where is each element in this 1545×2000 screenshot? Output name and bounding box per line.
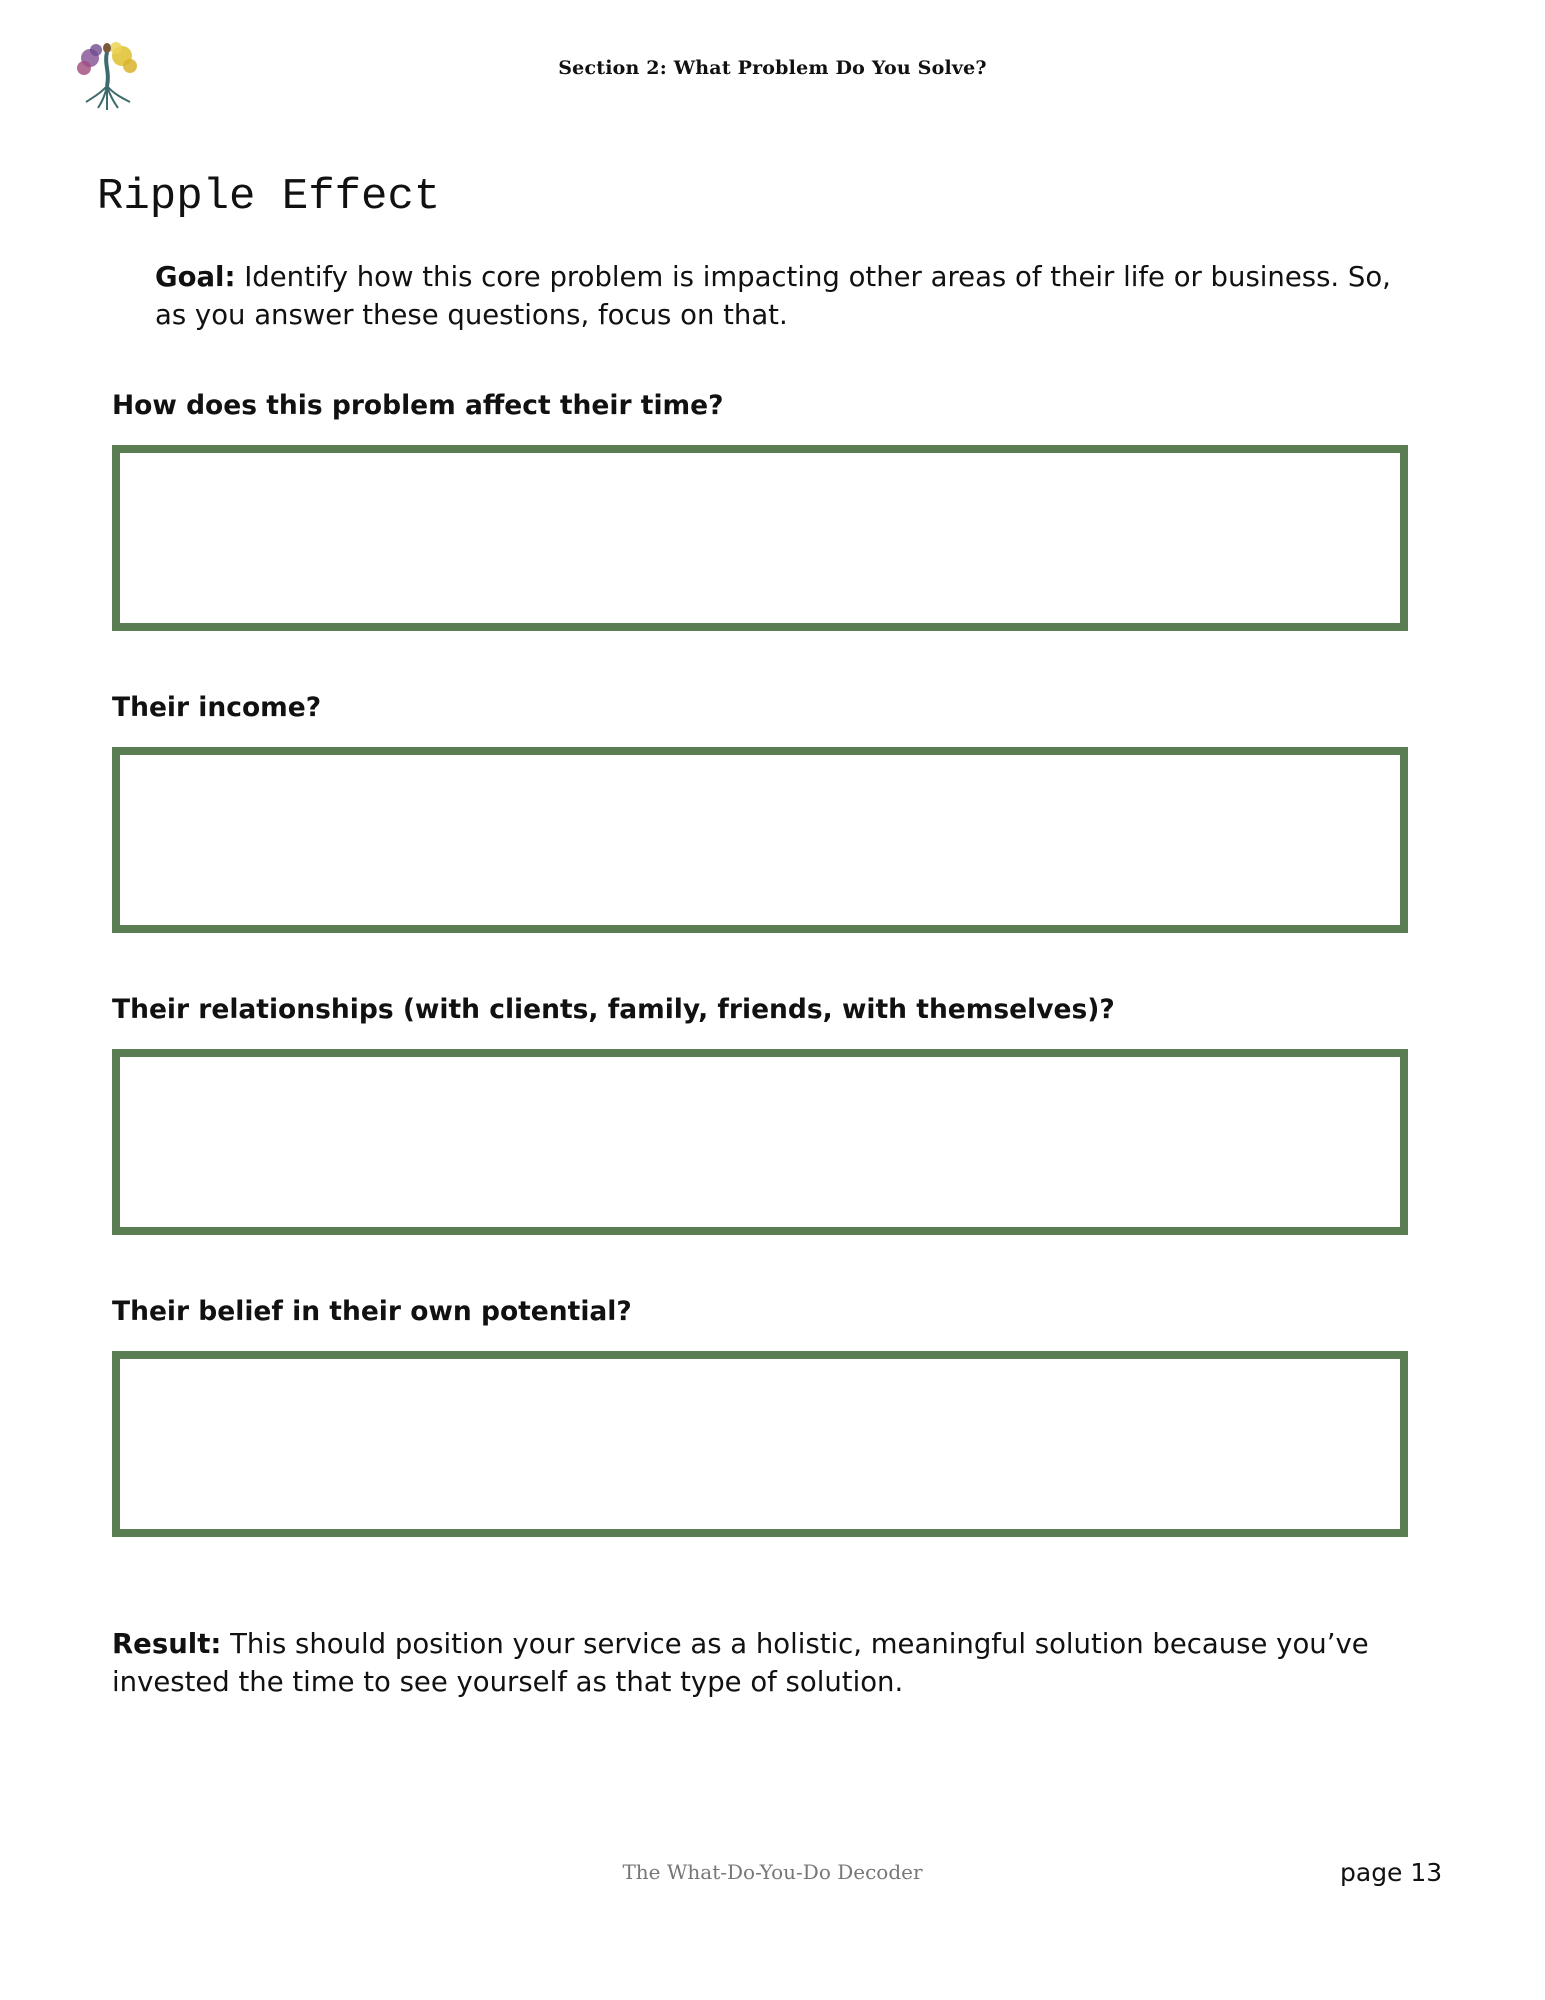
answer-box-income[interactable] — [112, 747, 1408, 933]
result-text: This should position your service as a holistic, meaningful solution because you’ve invested the time to see yourself as that type of solution. — [112, 1628, 1369, 1698]
result-paragraph — [112, 1625, 1412, 1701]
section-header: Section 2: What Problem Do You Solve? — [558, 57, 987, 79]
question-relationships-label: Their relationships (with clients, family, friends, with themselves)? — [112, 994, 1115, 1025]
answer-box-time[interactable] — [112, 445, 1408, 631]
goal-label: Goal: — [155, 261, 236, 293]
answer-box-belief[interactable] — [112, 1351, 1408, 1537]
page-title: Ripple Effect — [97, 172, 441, 222]
answer-box-relationships[interactable] — [112, 1049, 1408, 1235]
question-income-label: Their income? — [112, 692, 322, 723]
footer-document-title: The What-Do-You-Do Decoder — [622, 1860, 923, 1884]
result-label: Result: — [112, 1628, 222, 1660]
goal-text: Identify how this core problem is impacting other areas of their life or business. So, as you answer these questions, focus on that. — [155, 261, 1391, 331]
goal-paragraph — [155, 258, 1425, 334]
question-time-label: How does this problem affect their time? — [112, 390, 724, 421]
page-number: page 13 — [1340, 1858, 1443, 1887]
question-belief-label: Their belief in their own potential? — [112, 1296, 632, 1327]
